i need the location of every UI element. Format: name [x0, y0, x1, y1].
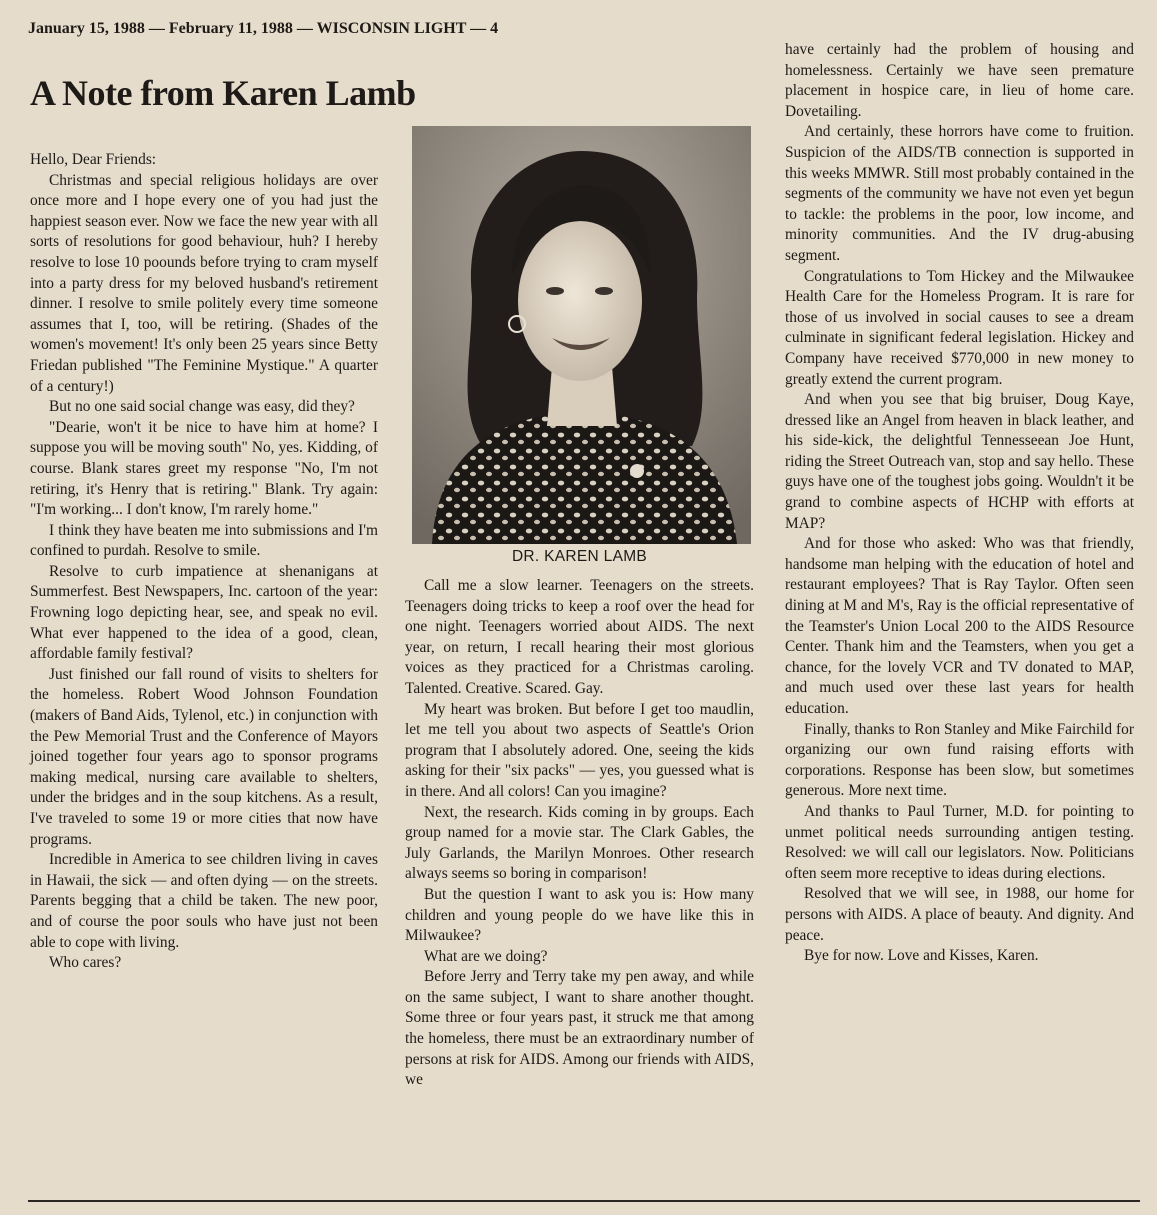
photo-caption: DR. KAREN LAMB: [511, 548, 648, 565]
paragraph: Incredible in America to see children living in caves in Hawaii, the sick — and often dying — on the streets. Parents begging that a child be taken. The new poor, and of course the poor souls who have just not been able to cope with living.: [30, 851, 378, 951]
paragraph: Call me a slow learner. Teenagers on the streets. Teenagers doing tricks to keep a roof over the head for one night. Teenagers worried about AIDS. The next year, on return, I recall hearing their most glorious voices as they practiced for a Christmas caroling. Talented. Creative. Scared. Gay.: [405, 577, 754, 697]
paragraph: And certainly, these horrors have come to fruition. Suspicion of the AIDS/TB connection is supported in this weeks MMWR. Still most probably contained in the segments of the community we have not even yet begun to tackle: the problems in the poor, low income, and minority communities. And the IV drug-abusing segment.: [785, 123, 1134, 264]
paragraph: Before Jerry and Terry take my pen away, and while on the same subject, I want to share another thought. Some three or four years past, it struck me that among the homeless, there must be an extraordinary number of persons at risk for AIDS. Among our friends with AIDS, we: [405, 968, 754, 1089]
article-column-1: [30, 150, 378, 974]
paragraph: Congratulations to Tom Hickey and the Milwaukee Health Care for the Homeless Program. It is rare for those of us involved in social causes to see a dream culminate in significant federal legislation. Hickey and Company have received $770,000 in new money to greatly extend the current program.: [785, 267, 1134, 388]
paragraph: "Dearie, won't it be nice to have him at home? I suppose you will be moving south" No, yes. Kidding, of course. Blank stares greet my response "No, I'm not retiring, it's Henry that is retiring." Blank. Try again: "I'm working... I don't know, I'm rarely home.": [30, 418, 378, 519]
portrait-photo: [412, 126, 751, 544]
paragraph: And when you see that big bruiser, Doug Kaye, dressed like an Angel from heaven in black leather, and his side-kick, the delightful Tennesseean Joe Hunt, riding the Street Outreach van, stop and say hello. These guys have one of the toughest jobs going. Wouldn't it be grand to combine aspects of HCHP with efforts at MAP?: [785, 391, 1134, 532]
headline: A Note from Karen Lamb: [30, 73, 416, 113]
paragraph: Bye for now. Love and Kisses, Karen.: [804, 947, 1039, 965]
bottom-divider: [28, 1200, 1140, 1202]
paragraph: I think they have beaten me into submissions and I'm confined to purdah. Resolve to smile.: [30, 521, 378, 560]
paragraph: But the question I want to ask you is: How many children and young people do we have like this in Milwaukee?: [405, 885, 754, 945]
paragraph: Finally, thanks to Ron Stanley and Mike Fairchild for organizing our own fund raising efforts with corporations. Response has been slow, but sometimes generous. More next time.: [785, 720, 1134, 800]
paragraph: Just finished our fall round of visits to shelters for the homeless. Robert Wood Johnson Foundation (makers of Band Aids, Tylenol, etc.) in conjunction with the Pew Memorial Trust and the Conference of Mayors joined together four years ago to sponsor programs making medical, nursing care available to shelters, under the bridges and in the soup kitchens. As a result, I've traveled to some 19 or more cities that now have programs.: [30, 665, 378, 848]
article-column-2: [405, 576, 754, 1091]
paragraph: But no one said social change was easy, did they?: [49, 398, 355, 416]
paragraph: My heart was broken. But before I get too maudlin, let me tell you about two aspects of Seattle's Orion program that I absolutely adored. One, seeing the kids asking for their "six packs" — yes, you guessed what is in there. And all colors! Can you imagine?: [405, 700, 754, 800]
paragraph: And for those who asked: Who was that friendly, handsome man helping with the education of hotel and restaurant employees? That is Ray Taylor. Often seen dining at M and M's, Ray is the official representative of the Teamster's Union Local 200 to the AIDS Resource Center. Thank him and the Teamsters, when you get a chance, for the lovely VCR and TV donated to MAP, and much used over these last years for health education.: [785, 535, 1134, 717]
paragraph: have certainly had the problem of housing and homelessness. Certainly we have seen premature placement in hospice care, in lieu of home care. Dovetailing.: [785, 41, 1134, 120]
paragraph: Resolved that we will see, in 1988, our home for persons with AIDS. A place of beauty. And dignity. And peace.: [785, 885, 1134, 944]
paragraph: What are we doing?: [424, 947, 548, 965]
paragraph: Resolve to curb impatience at shenanigans at Summerfest. Best Newspapers, Inc. cartoon of the year: Frowning logo depicting hear, see, and speak no evil. What ever happened to the idea of a good, clean, affordable family festival?: [30, 562, 378, 663]
portrait-illustration: [412, 126, 751, 544]
paragraph: Next, the research. Kids coming in by groups. Each group named for a movie star. The Clark Gables, the July Garlands, the Marilyn Monroes. Other research always seems so boring in comparison!: [405, 803, 754, 883]
paragraph: Christmas and special religious holidays are over once more and I hope every one of you had just the happiest season ever. Now we face the new year with all sorts of resolutions for good behaviour, huh? I hereby resolve to lose 10 poounds before trying to cram myself into a party dress for my beloved husband's retirement dinner. I resolve to smile politely every time someone assumes that I, too, will be retiring. (Shades of the women's movement! It's only been 25 years since Betty Friedan published "The Feminine Mystique." A quarter of a century!): [30, 171, 378, 395]
paragraph: And thanks to Paul Turner, M.D. for pointing to unmet political needs surrounding antigen testing. Resolved: we will call our legislators. Now. Politicians often seem more receptive to ideas during elections.: [785, 802, 1134, 882]
masthead: January 15, 1988 — February 11, 1988 — WISCONSIN LIGHT — 4: [28, 20, 499, 37]
paragraph: Hello, Dear Friends:: [30, 151, 157, 168]
article-column-3: [785, 40, 1134, 967]
paragraph: Who cares?: [49, 954, 122, 972]
